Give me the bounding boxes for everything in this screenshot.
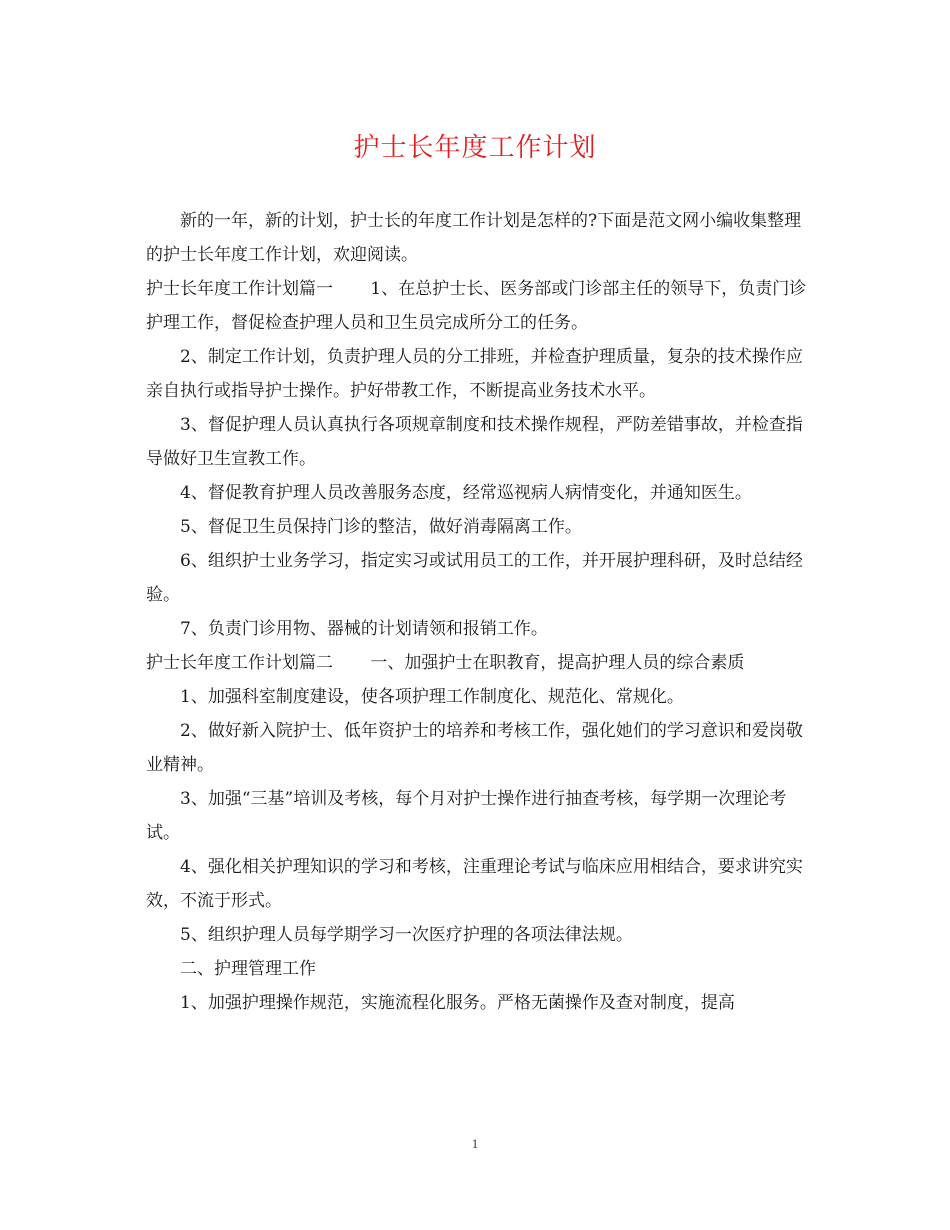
intro-paragraph: 新的一年，新的计划，护士长的年度工作计划是怎样的?下面是范文网小编收集整理的护士长年度工作计划，欢迎阅读。 (146, 211, 802, 265)
section1-item-7: 7、负责门诊用物、器械的计划请领和报销工作。 (180, 619, 548, 639)
document-title: 护士长年度工作计划 (353, 133, 597, 163)
section2-heading: 护士长年度工作计划篇二 (146, 653, 333, 673)
section2-part2-item-1: 1、加强护理操作规范，实施流程化服务。严格无菌操作及查对制度，提高 (180, 993, 735, 1013)
section2-subheading: 一、加强护士在职教育，提高护理人员的综合素质 (370, 653, 745, 673)
section1-heading: 护士长年度工作计划篇一 (146, 279, 333, 299)
section1-item-4: 4、督促教育护理人员改善服务态度，经常巡视病人病情变化，并通知医生。 (180, 483, 752, 503)
section2-first-paragraph (146, 646, 810, 680)
section2-item-5: 5、组织护理人员每学期学习一次医疗护理的各项法律法规。 (180, 925, 633, 945)
section1-item-3: 3、督促护理人员认真执行各项规章制度和技术操作规程，严防差错事故，并检查指导做好卫生宣教工作。 (146, 415, 803, 469)
section1-item-1: 1、在总护士长、医务部或门诊部主任的领导下，负责门诊护理工作，督促检查护理人员和卫生员完成所分工的任务。 (146, 279, 807, 333)
section1-item-2: 2、制定工作计划，负责护理人员的分工排班，并检查护理质量，复杂的技术操作应亲自执行或指导护士操作。护好带教工作，不断提高业务技术水平。 (146, 347, 803, 401)
page-number: 1 (471, 1136, 479, 1151)
section2-item-2: 2、做好新入院护士、低年资护士的培养和考核工作，强化她们的学习意识和爱岗敬业精神。 (146, 721, 803, 775)
section2-subheading-2: 二、护理管理工作 (180, 959, 316, 979)
section2-item-1: 1、加强科室制度建设，使各项护理工作制度化、规范化、常规化。 (180, 687, 684, 707)
section1-item-5: 5、督促卫生员保持门诊的整洁，做好消毒隔离工作。 (180, 517, 582, 537)
document-body (146, 204, 810, 1020)
section1-item-6: 6、组织护士业务学习，指定实习或试用员工的工作，并开展护理科研，及时总结经验。 (146, 551, 803, 605)
section1-first-paragraph (146, 272, 810, 340)
section2-item-3: 3、加强“三基”培训及考核，每个月对护士操作进行抽查考核，每学期一次理论考试。 (146, 789, 787, 843)
section2-item-4: 4、强化相关护理知识的学习和考核，注重理论考试与临床应用相结合，要求讲究实效，不流于形式。 (146, 857, 803, 911)
